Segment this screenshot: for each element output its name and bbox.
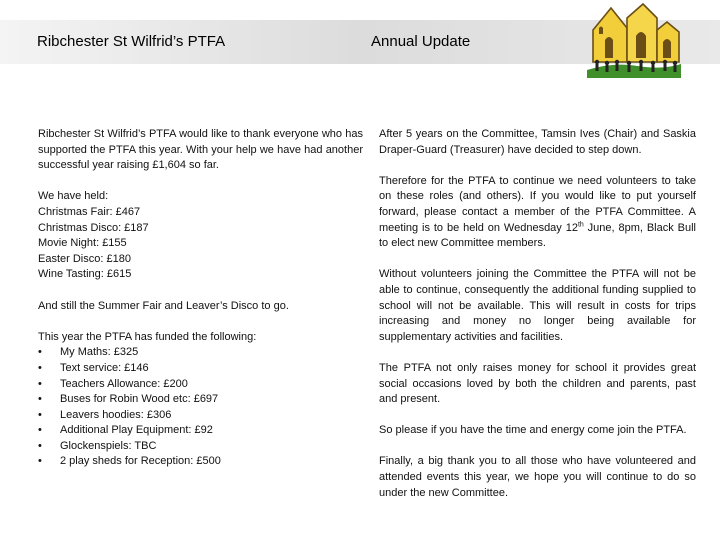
bullet-icon: • xyxy=(38,424,42,437)
volunteers-text: Therefore for the PTFA to continue we need volunteers to take on these roles (and others). If you would like to put yourself forward, please contact a member of the PTFA Committee. A meeting is to be held on Wednesday 12 xyxy=(379,174,696,234)
bullet-icon: • xyxy=(38,393,42,406)
bullet-icon: • xyxy=(38,346,42,359)
funded-item-text: 2 play sheds for Reception: £500 xyxy=(60,455,221,468)
event-item: Easter Disco: £180 xyxy=(38,252,131,265)
intro-paragraph: Ribchester St Wilfrid’s PTFA would like to thank everyone who has supported the PTFA this year. With your help we have had another successful year raising £1,604 so far. xyxy=(38,128,363,172)
funded-item-text: Buses for Robin Wood etc: £697 xyxy=(60,393,219,406)
list-item xyxy=(38,377,363,393)
list-item xyxy=(38,408,363,424)
volunteers-paragraph xyxy=(379,174,696,252)
date-suffix: th xyxy=(577,220,584,228)
page-title: Ribchester St Wilfrid’s PTFA xyxy=(37,33,226,50)
bullet-icon: • xyxy=(38,408,42,421)
events-heading: We have held: xyxy=(38,190,109,203)
funded-item-text: Additional Play Equipment: £92 xyxy=(60,424,213,437)
funded-heading: This year the PTFA has funded the following: xyxy=(38,330,257,343)
list-item xyxy=(38,345,363,361)
list-item xyxy=(38,423,363,439)
funded-block xyxy=(38,330,363,470)
event-item: Christmas Fair: £467 xyxy=(38,205,141,218)
church-logo-icon xyxy=(583,0,683,78)
left-column xyxy=(38,127,363,470)
funded-item-text: Teachers Allowance: £200 xyxy=(60,377,188,390)
funded-item-text: Glockenspiels: TBC xyxy=(60,439,157,452)
thank-you-paragraph: Finally, a big thank you to all those who have volunteered and attended events this year, we hope you will continue to do so under the new Committee. xyxy=(379,455,696,499)
social-paragraph: The PTFA not only raises money for school it provides great social occasions loved by both the children and parents, past and present. xyxy=(379,361,696,406)
list-item xyxy=(38,454,363,470)
event-item: Wine Tasting: £615 xyxy=(38,268,132,281)
consequences-paragraph: Without volunteers joining the Committee the PTFA will not be able to continue, consequently the additional funding supplied to school will not be available. This will result in costs for trips increasing and money no longer being available for supplementary activities and facilities. xyxy=(379,268,696,343)
bullet-icon: • xyxy=(38,361,42,374)
funded-item-text: Leavers hoodies: £306 xyxy=(60,408,172,421)
event-item: Movie Night: £155 xyxy=(38,237,127,250)
list-item xyxy=(38,392,363,408)
bullet-icon: • xyxy=(38,377,42,390)
events-block xyxy=(38,189,363,283)
page-subtitle: Annual Update xyxy=(371,33,471,50)
list-item xyxy=(38,439,363,455)
funded-list xyxy=(38,345,363,470)
list-item xyxy=(38,361,363,377)
funded-item-text: Text service: £146 xyxy=(60,361,149,374)
still-to-go-paragraph: And still the Summer Fair and Leaver’s Disco to go. xyxy=(38,299,289,312)
join-paragraph: So please if you have the time and energy come join the PTFA. xyxy=(379,424,687,437)
step-down-paragraph: After 5 years on the Committee, Tamsin Ives (Chair) and Saskia Draper-Guard (Treasurer) have decided to step down. xyxy=(379,128,696,156)
bullet-icon: • xyxy=(38,455,42,468)
event-item: Christmas Disco: £187 xyxy=(38,221,149,234)
bullet-icon: • xyxy=(38,439,42,452)
funded-item-text: My Maths: £325 xyxy=(60,346,139,359)
right-column xyxy=(379,127,696,517)
volunteers-text-end: June, 8pm, Black Bull to elect new Committee members. xyxy=(379,221,696,250)
